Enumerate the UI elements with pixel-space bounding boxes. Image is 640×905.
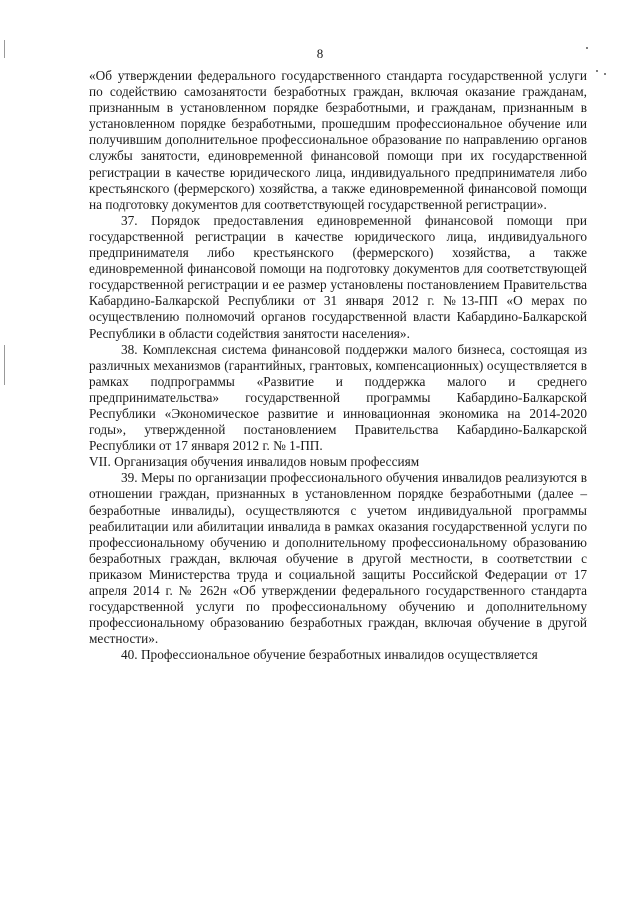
page-number: 8 bbox=[316, 46, 324, 61]
scan-mark bbox=[586, 47, 588, 49]
paragraph-40: 40. Профессиональное обучение безработных инвалидов осуществляется bbox=[121, 647, 538, 663]
scan-edge-mark bbox=[4, 40, 5, 58]
paragraph-39: 39. Меры по организации профессионального обучения инвалидов реализуются в отношении граждан, признанных в установленном порядке безработными (далее – безработные инвалиды), осуществляются с учетом индивидуальной программы реабилитации или абилитации инвалида в рамках оказания государственной услуги по профессиональному обучению и дополнительному профессиональному образованию безработных граждан, включая обучение в другой местности, в соответствии с приказом Министерства труда и социальной защиты Российской Федерации от 17 апреля 2014 г. № 262н «Об утверждении федерального государственного стандарта государственной услуги по профессиональному обучению и дополнительному профессиональному образованию безработных граждан, включая обучение в другой местности». bbox=[89, 470, 587, 647]
paragraph-continuation: «Об утверждении федерального государственного стандарта государственной услуги по содействию самозанятости безработных граждан, включая оказание гражданам, признанным в установленном порядке безработными, и гражданам, признанным в установленном порядке безработными, прошедшим профессиональное обучение или получившим дополнительное профессиональное образование по направлению органов службы занятости, единовременной финансовой помощи при их государственной регистрации в качестве юридического лица, индивидуального предпринимателя либо крестьянского (фермерского) хозяйства, а также единовременной финансовой помощи на подготовку документов для соответствующей государственной регистрации». bbox=[89, 68, 587, 212]
section-heading: VII. Организация обучения инвалидов новым профессиям bbox=[89, 454, 420, 470]
scan-mark bbox=[596, 70, 598, 72]
paragraph-37: 37. Порядок предоставления единовременной финансовой помощи при государственной регистрации в качестве юридического лица, индивидуального предпринимателя либо крестьянского (фермерского) хозяйства, а также единовременной финансовой помощи на подготовку документов для соответствующей государственной регистрации и ее размер установлены постановлением Правительства Кабардино-Балкарской Республики от 31 января 2012 г. №13-ПП «О мерах по осуществлению полномочий органов государственной власти Кабардино-Балкарской Республики в области содействия занятости населения». bbox=[89, 212, 587, 341]
scan-mark bbox=[604, 73, 606, 75]
paragraph-38: 38. Комплексная система финансовой поддержки малого бизнеса, состоящая из различных механизмов (гарантийных, грантовых, компенсационных) осуществляется в рамках подпрограммы «Развитие и поддержка малого и среднего предпринимательства» государственной программы Кабардино-Балкарской Республики «Экономическое развитие и инновационная экономика на 2014-2020 годы», утвержденной постановлением Правительства Кабардино-Балкарской Республики от 17 января 2012 г. № 1-ПП. bbox=[89, 341, 587, 454]
scan-edge-mark bbox=[4, 345, 5, 385]
document-body bbox=[89, 68, 587, 663]
